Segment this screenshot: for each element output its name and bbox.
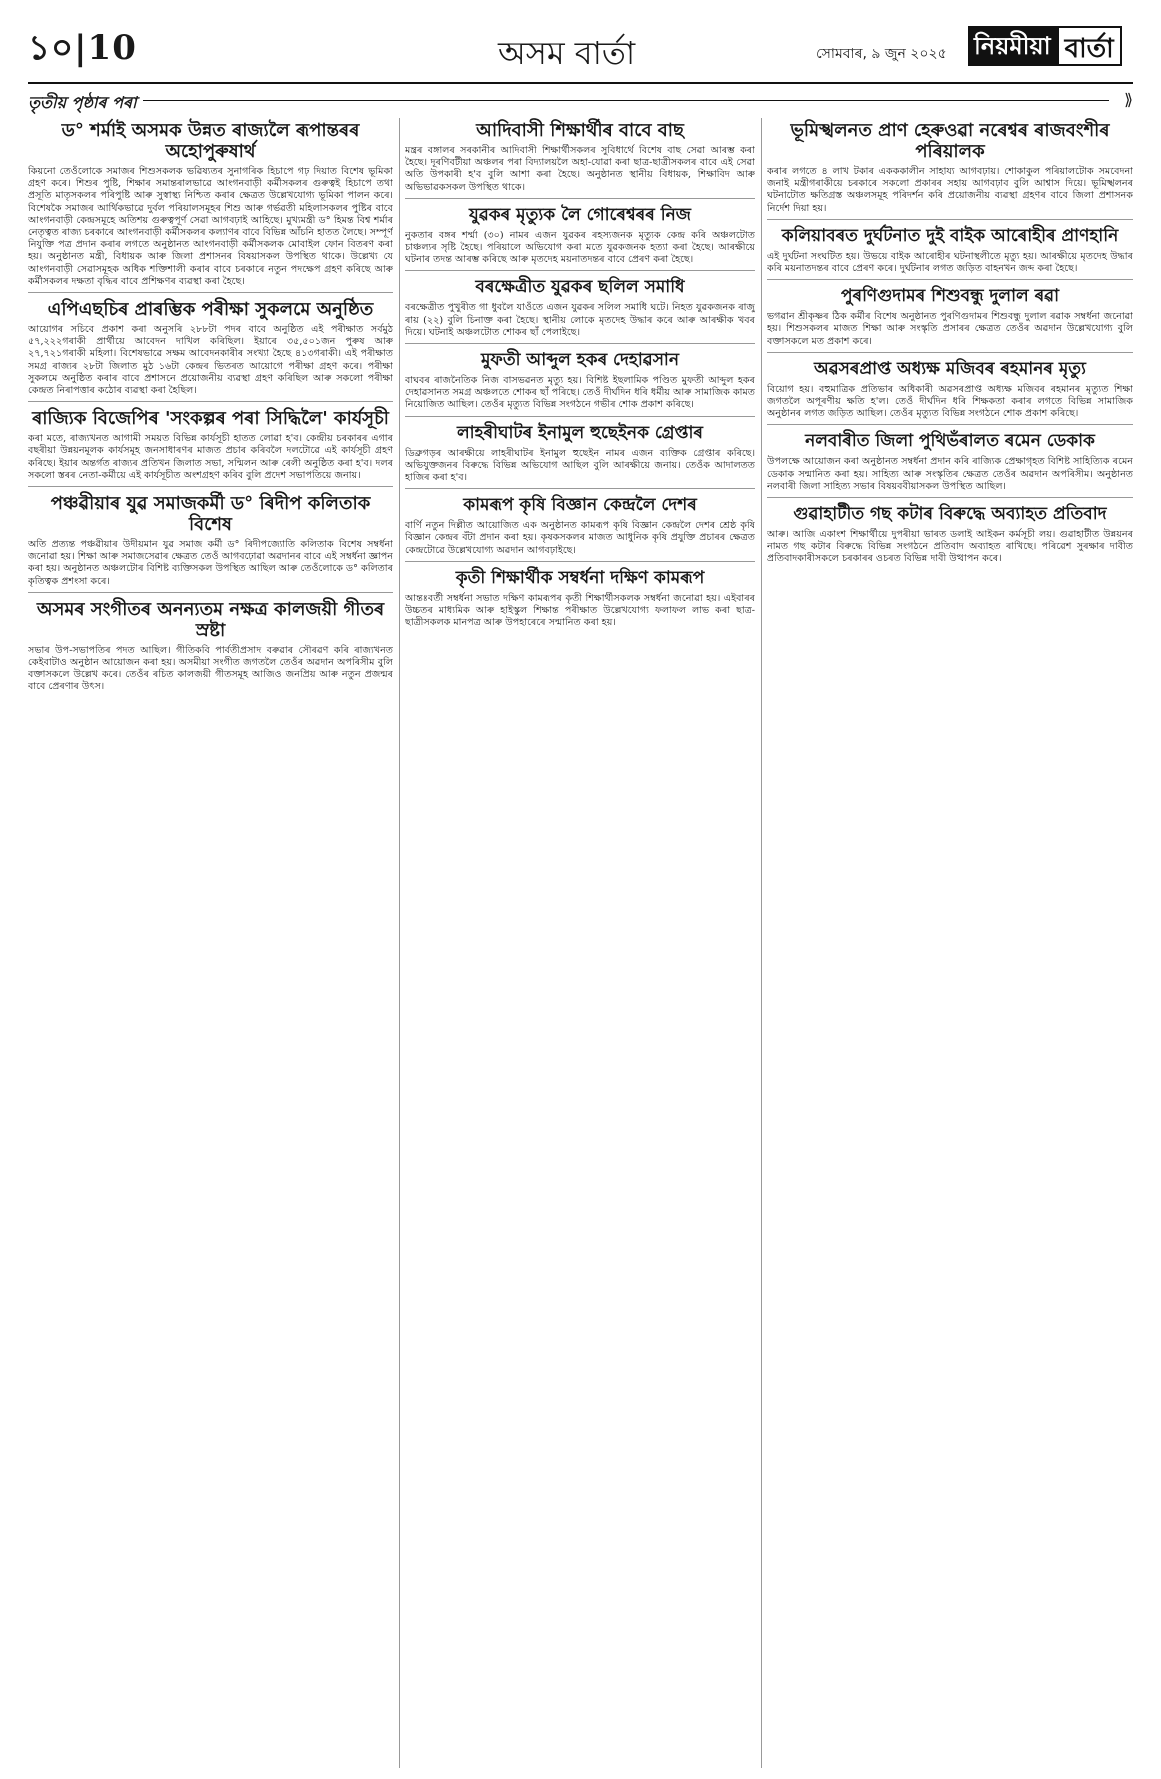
article-body: বাৰ্ণি নতুন দিল্লীত আয়োজিত এক অনুষ্ঠানত কামৰূপ কৃষি বিজ্ঞান কেন্দ্ৰলৈ দেশৰ শ্ৰেষ্ঠ কৃষি বিজ্ঞান কেন্দ্ৰৰ বঁটা প্ৰদান কৰা হয়। কৃষকসকলৰ মাজত আধুনিক কৃষি প্ৰযুক্তি প্ৰচাৰৰ ক্ষেত্ৰত কেন্দ্ৰটোৱে উল্লেখযোগ্য অৱদান আগবঢ়াইছে। [405,520,755,556]
continued-from-bar [28,90,1133,110]
column-middle [405,118,755,1768]
article [767,286,1133,353]
article-headline: নলবাৰীত জিলা পুথিভঁৰালত ৰমেন ডেকাক [805,431,1095,452]
article-body: এই দুৰ্ঘটনা সংঘটিত হয়। উভয়ে বাইক আৰোহীৰ ঘটনাস্থলীতে মৃত্যু হয়। আৰক্ষীয়ে মৃতদেহ উদ্ধাৰ কৰি ময়নাতদন্তৰ বাবে প্ৰেৰণ কৰে। দুৰ্ঘটনাৰ লগত জড়িত বাহনখন জব্দ কৰা হৈছে। [767,250,1133,275]
article [28,299,393,402]
article-headline: গুৱাহাটীত গছ কটাৰ বিৰুদ্ধে অব্যাহত প্ৰতিবাদ [793,504,1107,525]
article-headline: কামৰূপ কৃষি বিজ্ঞান কেন্দ্ৰলৈ দেশৰ [463,495,697,516]
article-body: ভগৱান শ্ৰীকৃষ্ণৰ ঠিক কৰ্মীৰ বিশেষ অনুষ্ঠানত পুৰণিগুদামৰ শিশুবন্ধু দুলাল ৰৱাক সম্বৰ্ধনা জনোৱা হয়। শিশুসকলৰ মাজত শিক্ষা আৰু সংস্কৃতি প্ৰসাৰৰ ক্ষেত্ৰত তেওঁৰ অৱদান উল্লেখযোগ্য বুলি বক্তাসকলে মত প্ৰকাশ কৰে। [767,311,1133,347]
article [405,205,755,272]
article [405,277,755,344]
article-headline: অৱসৰপ্ৰাপ্ত অধ্যক্ষ মজিবৰ ৰহমানৰ মৃত্যু [814,358,1086,379]
column-divider [761,118,762,1768]
article-headline: আদিবাসী শিক্ষাৰ্থীৰ বাবে বাছ [476,120,684,141]
article [405,423,755,490]
newspaper-logo [968,26,1122,66]
article-headline: ভূমিস্খলনত প্ৰাণ হেৰুওৱা নৰেশ্বৰ ৰাজবংশীৰ পৰিয়ালক [790,120,1110,162]
article-body: উপলক্ষে আয়োজন কৰা অনুষ্ঠানত সম্বৰ্ধনা প্ৰদান কৰি ৰাজ্যিক প্ৰেক্ষাগৃহত বিশিষ্ট সাহিত্যিক ৰমেন ডেকাক সন্মানিত কৰা হয়। সাহিত্য আৰু সংস্কৃতিৰ ক্ষেত্ৰত তেওঁৰ অৱদান অপৰিসীম। অনুষ্ঠানত নলবাৰী জিলা সাহিত্য সভাৰ বিষয়ববীয়াসকল উপস্থিত আছিল। [767,456,1133,492]
article-body: বাঘবৰ ৰাজনৈতিক নিজ বাসভৱনত মৃত্যু হয়। বিশিষ্ট ইছলামিক পণ্ডিত মুফতী আব্দুল হকৰ দেহাৱসানত সমগ্ৰ অঞ্চলতে শোকৰ ছাঁ পৰিছে। তেওঁ দীৰ্ঘদিন ধৰি ধৰ্মীয় আৰু সামাজিক কামত নিয়োজিত আছিল। তেওঁৰ মৃত্যুত বিভিন্ন সংগঠনে গভীৰ শোক প্ৰকাশ কৰিছে। [405,375,755,411]
article-headline: পঞ্চৱীয়াৰ যুৱ সমাজকৰ্মী ড° ৰিদীপ কলিতাক বিশেষ [50,493,371,536]
article [28,599,393,698]
article-headline: অসমৰ সংগীতৰ অনন্যতম নক্ষত্ৰ কালজয়ী গীতৰ স্ৰষ্টা [36,598,385,641]
article-headline: মুফতী আব্দুল হকৰ দেহাৱসান [480,350,679,371]
continued-label: তৃতীয় পৃষ্ঠাৰ পৰা [28,93,143,112]
logo-part-2: বাৰ্তা [1057,26,1122,66]
article-headline: ৰাজ্যিক বিজেপিৰ 'সংকল্পৰ পৰা সিদ্ধিলৈ' কাৰ্যসূচী [32,408,389,430]
masthead [28,22,1133,76]
article [405,495,755,562]
article-body: মন্ত্ৰৰ বঙ্গালৰ সৰকানীৰ আদিবাসী শিক্ষাৰ্থীসকলৰ সুবিধাৰ্থে বিশেষ বাছ সেৱা আৰম্ভ কৰা হৈছে। দূৰণিবটীয়া অঞ্চলৰ পৰা বিদ্যালয়লৈ অহা-যোৱা কৰা ছাত্ৰ-ছাত্ৰীসকলৰ বাবে এই সেৱা অতি উপকাৰী হ'ব বুলি আশা কৰা হৈছে। অনুষ্ঠানত স্থানীয় বিধায়ক, শিক্ষাবিদ আৰু অভিভাৱকসকল উপস্থিত থাকে। [405,145,755,193]
article-body: বৰক্ষেত্ৰীত পুখুৰীত গা ধুবলৈ যাওঁতে এজন যুৱকৰ সলিল সমাধি ঘটে। নিহত যুৱকজনক ৰাজু ৰায় (২২) বুলি চিনাক্ত কৰা হৈছে। স্থানীয় লোকে মৃতদেহ উদ্ধাৰ কৰে আৰু আৰক্ষীক খবৰ দিয়ে। ঘটনাই অঞ্চলটোত শোকৰ ছাঁ পেলাইছে। [405,302,755,338]
article [767,359,1133,426]
article-headline: কলিয়াবৰত দুৰ্ঘটনাত দুই বাইক আৰোহীৰ প্ৰাণহানি [781,225,1119,246]
article [767,504,1133,570]
continued-arrow-icon: ⟫ [1124,90,1133,109]
article [767,226,1133,280]
article-headline: কৃতী শিক্ষাৰ্থীক সম্বৰ্ধনা দক্ষিণ কামৰূপ [455,567,705,588]
column-left [28,118,393,1768]
column-right [767,118,1133,1768]
article-body: আয়োগৰ সচিবে প্ৰকাশ কৰা অনুসৰি ২৮৮টা পদৰ বাবে অনুষ্ঠিত এই পৰীক্ষাত সৰ্বমুঠ ৫৭,২২২গৰাকী প্ৰাৰ্থীয়ে আবেদন দাখিল কৰিছিল। ইয়াৰে ৩৫,৫০১জন পুৰুষ আৰু ২৭,৭২১গৰাকী মহিলা। বিশেষভাৱে সক্ষম আবেদনকাৰীৰ সংখ্যা হৈছে ৪১৩গৰাকী। এই পৰীক্ষাত সমগ্ৰ ৰাজ্যৰ ২৮টা জিলাত মুঠ ১৬টা কেন্দ্ৰৰ ভিতৰত আয়োগে পৰীক্ষা গ্ৰহণ কৰে। পৰীক্ষা সুকলমে অনুষ্ঠিত কৰাৰ বাবে প্ৰশাসনে প্ৰয়োজনীয় ব্যৱস্থা গ্ৰহণ কৰিছিল আৰু সকলো পৰীক্ষা কেন্দ্ৰত নিৰাপত্তাৰ কঠোৰ ব্যৱস্থা কৰা হৈছিল। [28,324,393,397]
article [405,350,755,417]
article-body: ডিব্ৰুগড়ৰ আৰক্ষীয়ে লাহৰীঘাটৰ ইনামুল হুছেইন নামৰ এজন ব্যক্তিক গ্ৰেপ্তাৰ কৰিছে। অভিযুক্তজনৰ বিৰুদ্ধে বিভিন্ন অভিযোগ আছিল বুলি আৰক্ষীয়ে জনায়। তেওঁক আদালতত হাজিৰ কৰা হ'ব। [405,447,755,484]
article [405,568,755,634]
article-body: আন্তঃবৰ্তী সম্বৰ্ধনা সভাত দক্ষিণ কামৰূপৰ কৃতী শিক্ষাৰ্থীসকলক সম্বৰ্ধনা জনোৱা হয়। এইবাৰৰ উচ্চতৰ মাধ্যমিক আৰু হাইস্কুল শিক্ষান্ত পৰীক্ষাত উল্লেখযোগ্য ফলাফল লাভ কৰা ছাত্ৰ-ছাত্ৰীসকলক মানপত্ৰ আৰু উপহাৰেৰে সন্মানিত কৰা হয়। [405,592,755,629]
article-headline: এপিএছচিৰ প্ৰাৰম্ভিক পৰীক্ষা সুকলমে অনুষ্ঠিত [47,299,374,321]
article-body: কৰাৰ লগতে ৪ লাখ টকাৰ একককালীন সাহায্য আগবঢ়ায়। শোকাকুল পৰিয়ালটোক সমবেদনা জনাই মন্ত্ৰীগৰাকীয়ে চৰকাৰে সকলো প্ৰকাৰৰ সহায় আগবঢ়াব বুলি আশ্বাস দিয়ে। ভূমিস্খলনৰ ঘটনাটোত ক্ষতিগ্ৰস্ত অঞ্চলসমূহ পৰিদৰ্শন কৰি প্ৰয়োজনীয় ব্যৱস্থা গ্ৰহণৰ বাবে জিলা প্ৰশাসনক নিৰ্দেশ দিয়া হয়। [767,166,1133,214]
article-headline: লাহৰীঘাটৰ ইনামুল হুছেইনক গ্ৰেপ্তাৰ [457,422,703,443]
logo-part-1: নিয়মীয়া [968,26,1057,66]
article-headline: ড° শৰ্মাই অসমক উন্নত ৰাজ্যলৈ ৰূপান্তৰৰ অহোপুৰুষাৰ্থ [61,120,360,162]
article-body: সভাৰ উপ-সভাপতিৰ পদত আছিল। গীতিকবি পাৰ্বতীপ্ৰসাদ বৰুৱাৰ সৌৰৱণ কৰি ৰাজ্যখনত কেইবাটাও অনুষ্ঠান আয়োজন কৰা হয়। অসমীয়া সংগীত জগতলৈ তেওঁৰ অৱদান অপৰিসীম বুলি বক্তাসকলে উল্লেখ কৰে। তেওঁৰ ৰচিত কালজয়ী গীতসমূহ আজিও জনপ্ৰিয় আৰু নতুন প্ৰজন্মৰ বাবে প্ৰেৰণাৰ উৎস। [28,644,393,693]
article-body: আৰু। আজি একাংশ শিক্ষাৰ্থীয়ে দুপৰীয়া ভাৰত ডলাই আইকন কৰ্মসূচী লয়। গুৱাহাটীত উন্নয়নৰ নামত গছ কটাৰ বিৰুদ্ধে বিভিন্ন সংগঠনে প্ৰতিবাদ অব্যাহত ৰাখিছে। পৰিৱেশ সুৰক্ষাৰ দাবীত প্ৰতিবাদকাৰীসকলে চৰকাৰৰ ওচৰত বিভিন্ন দাবী উত্থাপন কৰে। [767,529,1133,565]
column-divider [399,118,400,1768]
article [767,431,1133,498]
article [28,120,393,293]
article-headline: বৰক্ষেত্ৰীত যুৱকৰ ছলিল সমাধি [475,277,685,298]
article [767,120,1133,220]
issue-date: সোমবাৰ, ৯ জুন ২০২৫ [816,46,947,62]
section-title: অসম বাৰ্তা [498,34,636,72]
article-body: অতি প্ৰত্যন্ত পঞ্চৱীয়াৰ উদীয়মান যুৱ সমাজ কৰ্মী ড° ৰিদীপজ্যোতি কলিতাক বিশেষ সম্বৰ্ধনা জনোৱা হয়। শিক্ষা আৰু সমাজসেৱাৰ ক্ষেত্ৰত তেওঁ আগবঢ়োৱা অৱদানৰ বাবে এই সম্বৰ্ধনা জ্ঞাপন কৰা হয়। অনুষ্ঠানত অঞ্চলটোৰ বিশিষ্ট ব্যক্তিসকল উপস্থিত আছিল আৰু তেওঁলোকে ড° কলিতাৰ কৃতিত্বক প্ৰশংসা কৰে। [28,539,393,587]
article [405,120,755,199]
article-headline: পুৰণিগুদামৰ শিশুবন্ধু দুলাল ৰৱা [840,286,1060,307]
article [28,493,393,593]
article-body: কৰা মতে, ৰাজ্যখনত আগামী সময়ত বিভিন্ন কাৰ্যসূচী হাতত লোৱা হ'ব। কেন্দ্ৰীয় চৰকাৰৰ এগাৰ বছৰীয়া উন্নয়নমূলক কাৰ্যসমূহ জনসাধাৰণৰ মাজত প্ৰচাৰ কৰিবলৈ দলটোৱে এই কাৰ্যসূচী গ্ৰহণ কৰিছে। ইয়াৰ অন্তৰ্গত ৰাজ্যৰ প্ৰতিখন জিলাত সভা, সন্মিলন আৰু ৰেলী অনুষ্ঠিত কৰা হ'ব। দলৰ সকলো স্তৰৰ নেতা-কৰ্মীয়ে এই কাৰ্যসূচীত অংশগ্ৰহণ কৰিব বুলি প্ৰদেশ সভাপতিয়ে জনায়। [28,433,393,481]
article [28,408,393,487]
article-headline: যুৱকৰ মৃত্যুক লৈ গোৰেশ্বৰৰ নিজ [469,204,691,225]
article-body: নুকতাৰ বঙ্গৰ শৰ্ম্মা (৩০) নামৰ এজন যুৱকৰ ৰহস্যজনক মৃত্যুক কেন্দ্ৰ কৰি অঞ্চলটোত চাঞ্চল্যৰ সৃষ্টি হৈছে। পৰিয়ালে অভিযোগ কৰা মতে যুৱকজনক হত্যা কৰা হৈছে। আৰক্ষীয়ে ঘটনাৰ তদন্ত আৰম্ভ কৰিছে আৰু মৃতদেহ ময়নাতদন্তৰ বাবে প্ৰেৰণ কৰা হৈছে। [405,229,755,266]
article-body: বিয়োগ হয়। বহুমাত্ৰিক প্ৰতিভাৰ অধিকাৰী অৱসৰপ্ৰাপ্ত অধ্যক্ষ মজিবৰ ৰহমানৰ মৃত্যুত শিক্ষা জগতলৈ অপূৰণীয় ক্ষতি হ'ল। তেওঁ দীৰ্ঘদিন ধৰি শিক্ষকতা কৰাৰ লগতে বিভিন্ন সামাজিক অনুষ্ঠানৰ লগত জড়িত আছিল। তেওঁৰ মৃত্যুত বিভিন্ন সংগঠনে শোক প্ৰকাশ কৰিছে। [767,383,1133,420]
article-body: কিয়নো তেওঁলোকে সমাজৰ শিশুসকলক ভৱিষ্যতৰ সুনাগৰিক হিচাপে গঢ় দিয়াত বিশেষ ভূমিকা গ্ৰহণ কৰে। শিশুৰ পুষ্টি, শিক্ষাৰ সমান্তৰালভাৱে আংগনবাড়ী কৰ্মীসকলৰ গুৰুত্বই হিচাপে তথা প্ৰসূতি মাতৃসকলৰ পৰিপুষ্টি আৰু সুস্বাস্থ্য নিশ্চিত কৰাৰ ক্ষেত্ৰত উল্লেখযোগ্য ভূমিকা পালন কৰে। বিশেষকৈ সমাজৰ আৰ্থিকভাৱে দুৰ্বল পৰিয়ালসমূহৰ শিশু আৰু গৰ্ভৱতী মহিলাসকলৰ পুষ্টিৰ বাবে আংগনবাড়ী কেন্দ্ৰসমূহে অতিশয় গুৰুত্বপূৰ্ণ সেৱা আগবঢ়াই আহিছে। মুখ্যমন্ত্ৰী ড° হিমন্ত বিশ্ব শৰ্মাৰ নেতৃত্বত ৰাজ্য চৰকাৰে আংগনবাড়ী কৰ্মীসকলৰ কল্যাণৰ বাবে বিভিন্ন আঁচনি হাতত লৈছে। সম্পূৰ্ণ নিযুক্তি পত্ৰ প্ৰদান কৰাৰ লগতে অনুষ্ঠানত আংগনবাড়ী কৰ্মীসকলক মোবাইল ফোন বিতৰণ কৰা হয়। অনুষ্ঠানত মন্ত্ৰী, বিধায়ক আৰু জিলা প্ৰশাসনৰ বিষয়াসকল উপস্থিত থাকে। উল্লেখ্য যে আংগনবাড়ী সেৱাসমূহক অধিক শক্তিশালী কৰাৰ বাবে চৰকাৰে নতুন পদক্ষেপ গ্ৰহণ কৰিছে আৰু কৰ্মীসকলৰ দক্ষতা বৃদ্ধিৰ বাবে প্ৰশিক্ষণৰ ব্যৱস্থা কৰা হৈছে। [28,166,393,287]
page-number: ১০|10 [28,28,137,68]
continued-line [128,100,1109,101]
masthead-rule [28,82,1133,84]
